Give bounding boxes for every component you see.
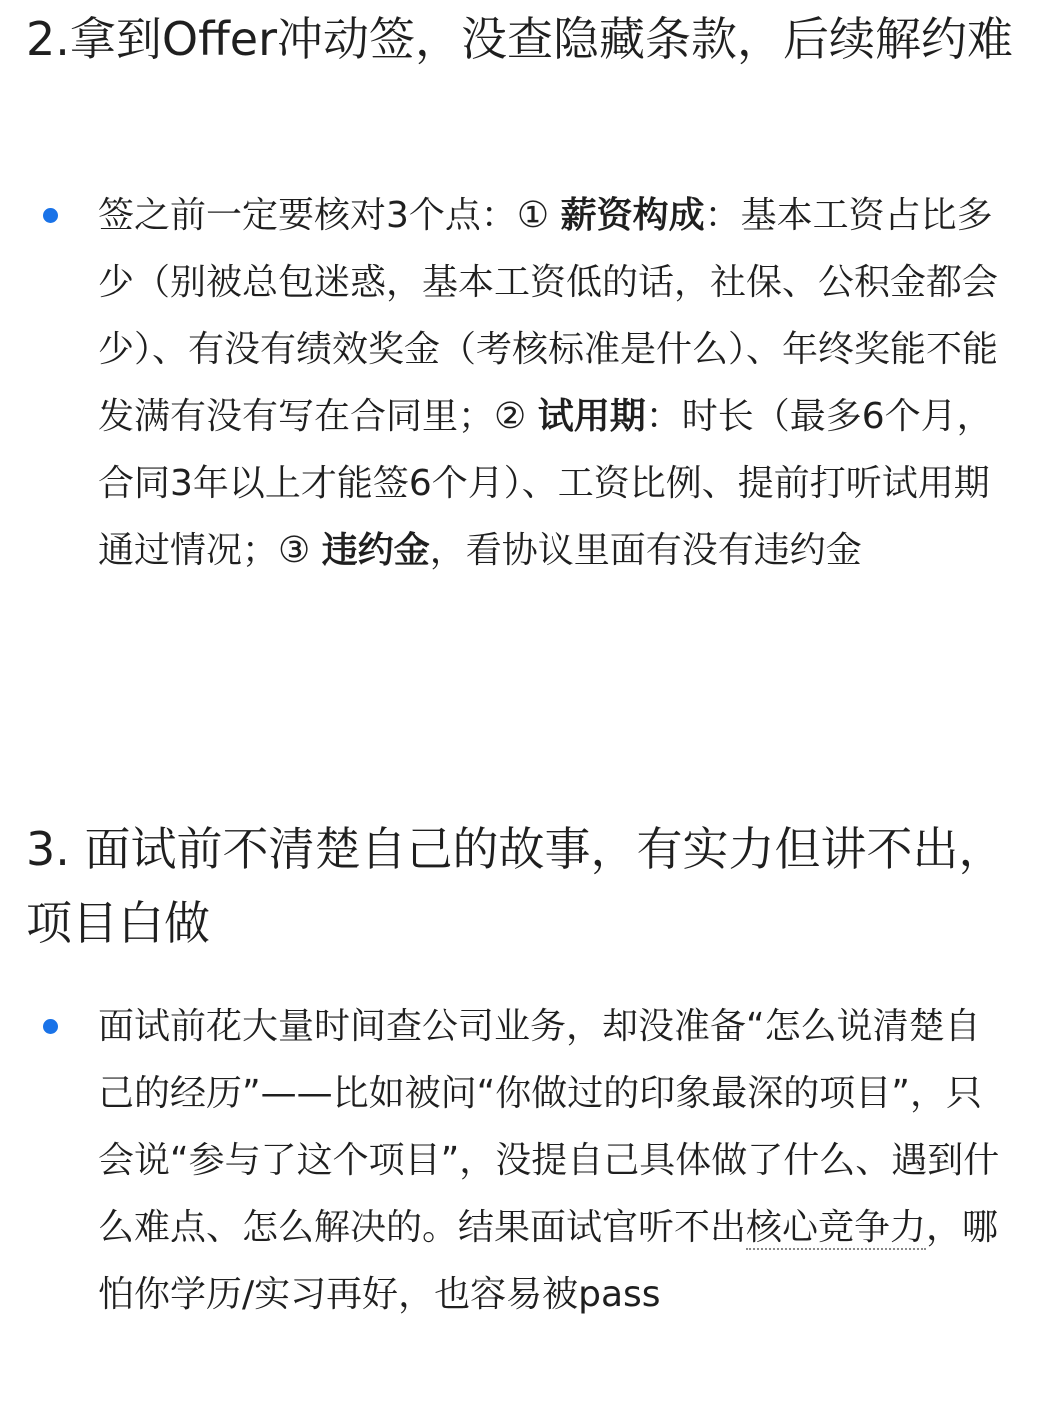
bold-term-probation: 试用期	[537, 396, 646, 437]
glossary-term-link[interactable]: 核心竞争力	[746, 1207, 927, 1248]
section-2	[0, 2, 1055, 76]
bullet-text-segment: ，看协议里面有没有违约金	[429, 530, 862, 571]
bullet-text-segment: 签之前一定要核对3个点：①	[98, 195, 561, 236]
section-3-heading: 3. 面试前不清楚自己的故事，有实力但讲不出，项目白做	[26, 822, 1005, 950]
section-3-bullet-text	[98, 993, 1008, 1328]
bullet-dot-icon	[43, 1019, 58, 1034]
bullet-text-segment: 面试前花大量时间查公司业务，却没准备“怎么说清楚自己的经历”——比如被问“你做过的印象最深的项目”，只会说“参与了这个项目”，没提自己具体做了什么、遇到什么难点、怎么解决的。结果面试官听不出	[98, 1006, 1000, 1248]
section-2-heading: 2.拿到Offer冲动签，没查隐藏条款，后续解约难	[26, 12, 1014, 66]
bullet-dot-icon	[43, 208, 58, 223]
bold-term-penalty: 违约金	[321, 530, 430, 571]
bold-term-salary: 薪资构成	[560, 195, 705, 236]
section-2-bullet-text	[98, 182, 1008, 584]
bullet-text-segment: ：基本工资占比多少（别被总包迷惑，基本工资低的话，社保、公积金都会少）、有没有绩效奖金（考核标准是什么）、年终奖能不能发满有没有写在合同里；②	[98, 195, 999, 437]
bullet-text-segment: ：时长（最多6个月，合同3年以上才能签6个月）、工资比例、提前打听试用期通过情况；③	[98, 396, 993, 571]
section-3	[0, 812, 1055, 960]
bullet-text-segment: ，哪怕你学历/实习再好，也容易被pass	[98, 1207, 999, 1315]
